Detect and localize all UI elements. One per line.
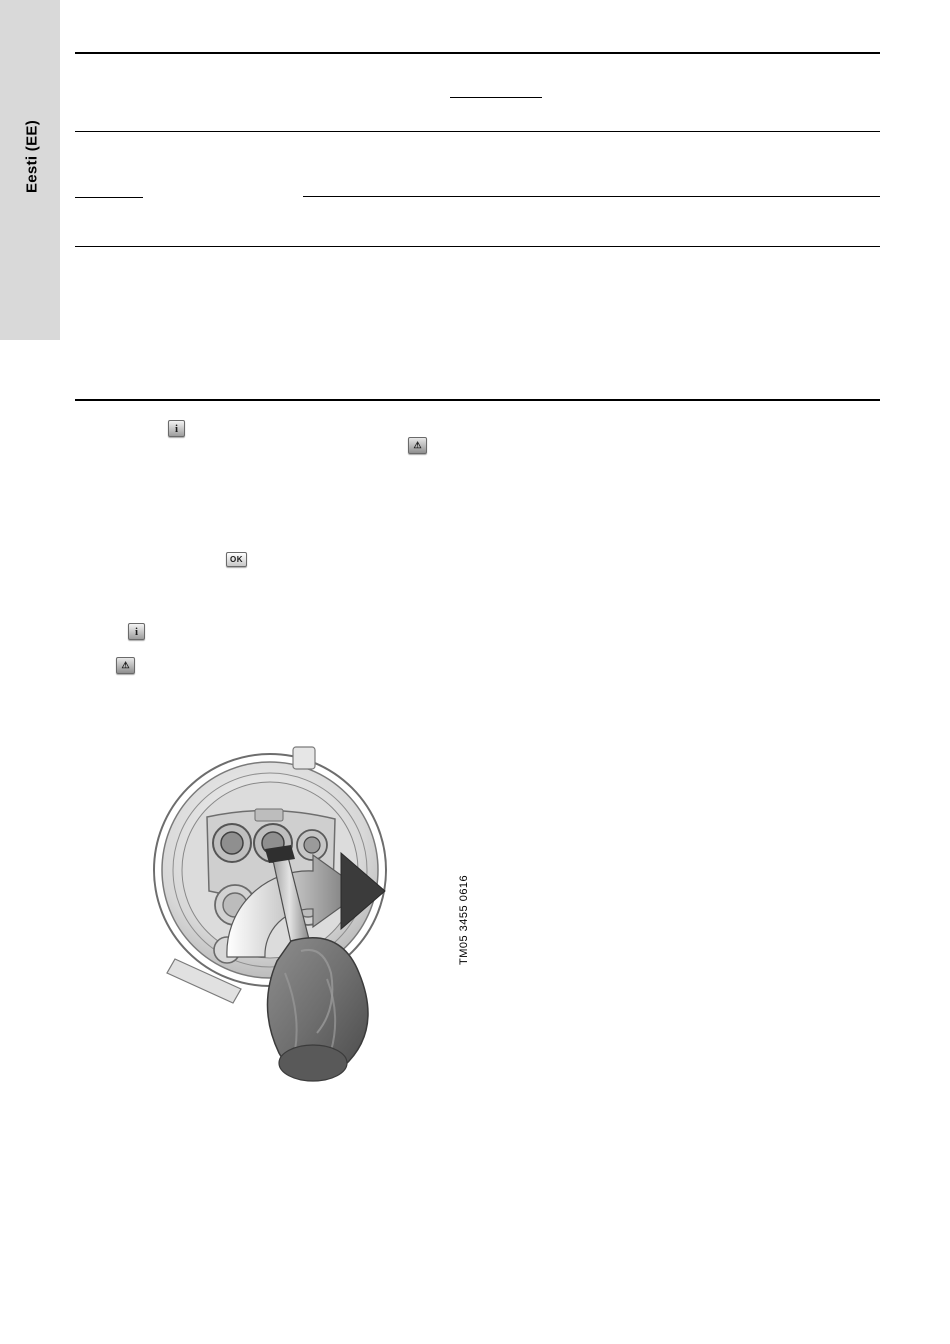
alarm-icon-note: ⚠ [116, 657, 135, 674]
rule-section-1 [75, 131, 880, 132]
rule-section-2 [75, 246, 880, 247]
page-content [75, 0, 880, 1344]
figure-reference-code: TM05 3455 0616 [458, 874, 470, 965]
language-tab [0, 0, 60, 340]
info-icon-step-1: i [168, 420, 185, 437]
underline-left-column [75, 197, 143, 198]
info-icon-note: i [128, 623, 145, 640]
rule-top [75, 52, 880, 54]
rule-section-3 [75, 399, 880, 401]
underline-heading-center [450, 97, 542, 98]
language-tab-label: Eesti (EE) [23, 119, 41, 194]
rule-right-column [303, 196, 880, 197]
ok-icon-step-2: OK [226, 552, 247, 567]
alarm-icon-step-1: ⚠ [408, 437, 427, 454]
pump-terminal-screwdriver-illustration [145, 745, 475, 1105]
